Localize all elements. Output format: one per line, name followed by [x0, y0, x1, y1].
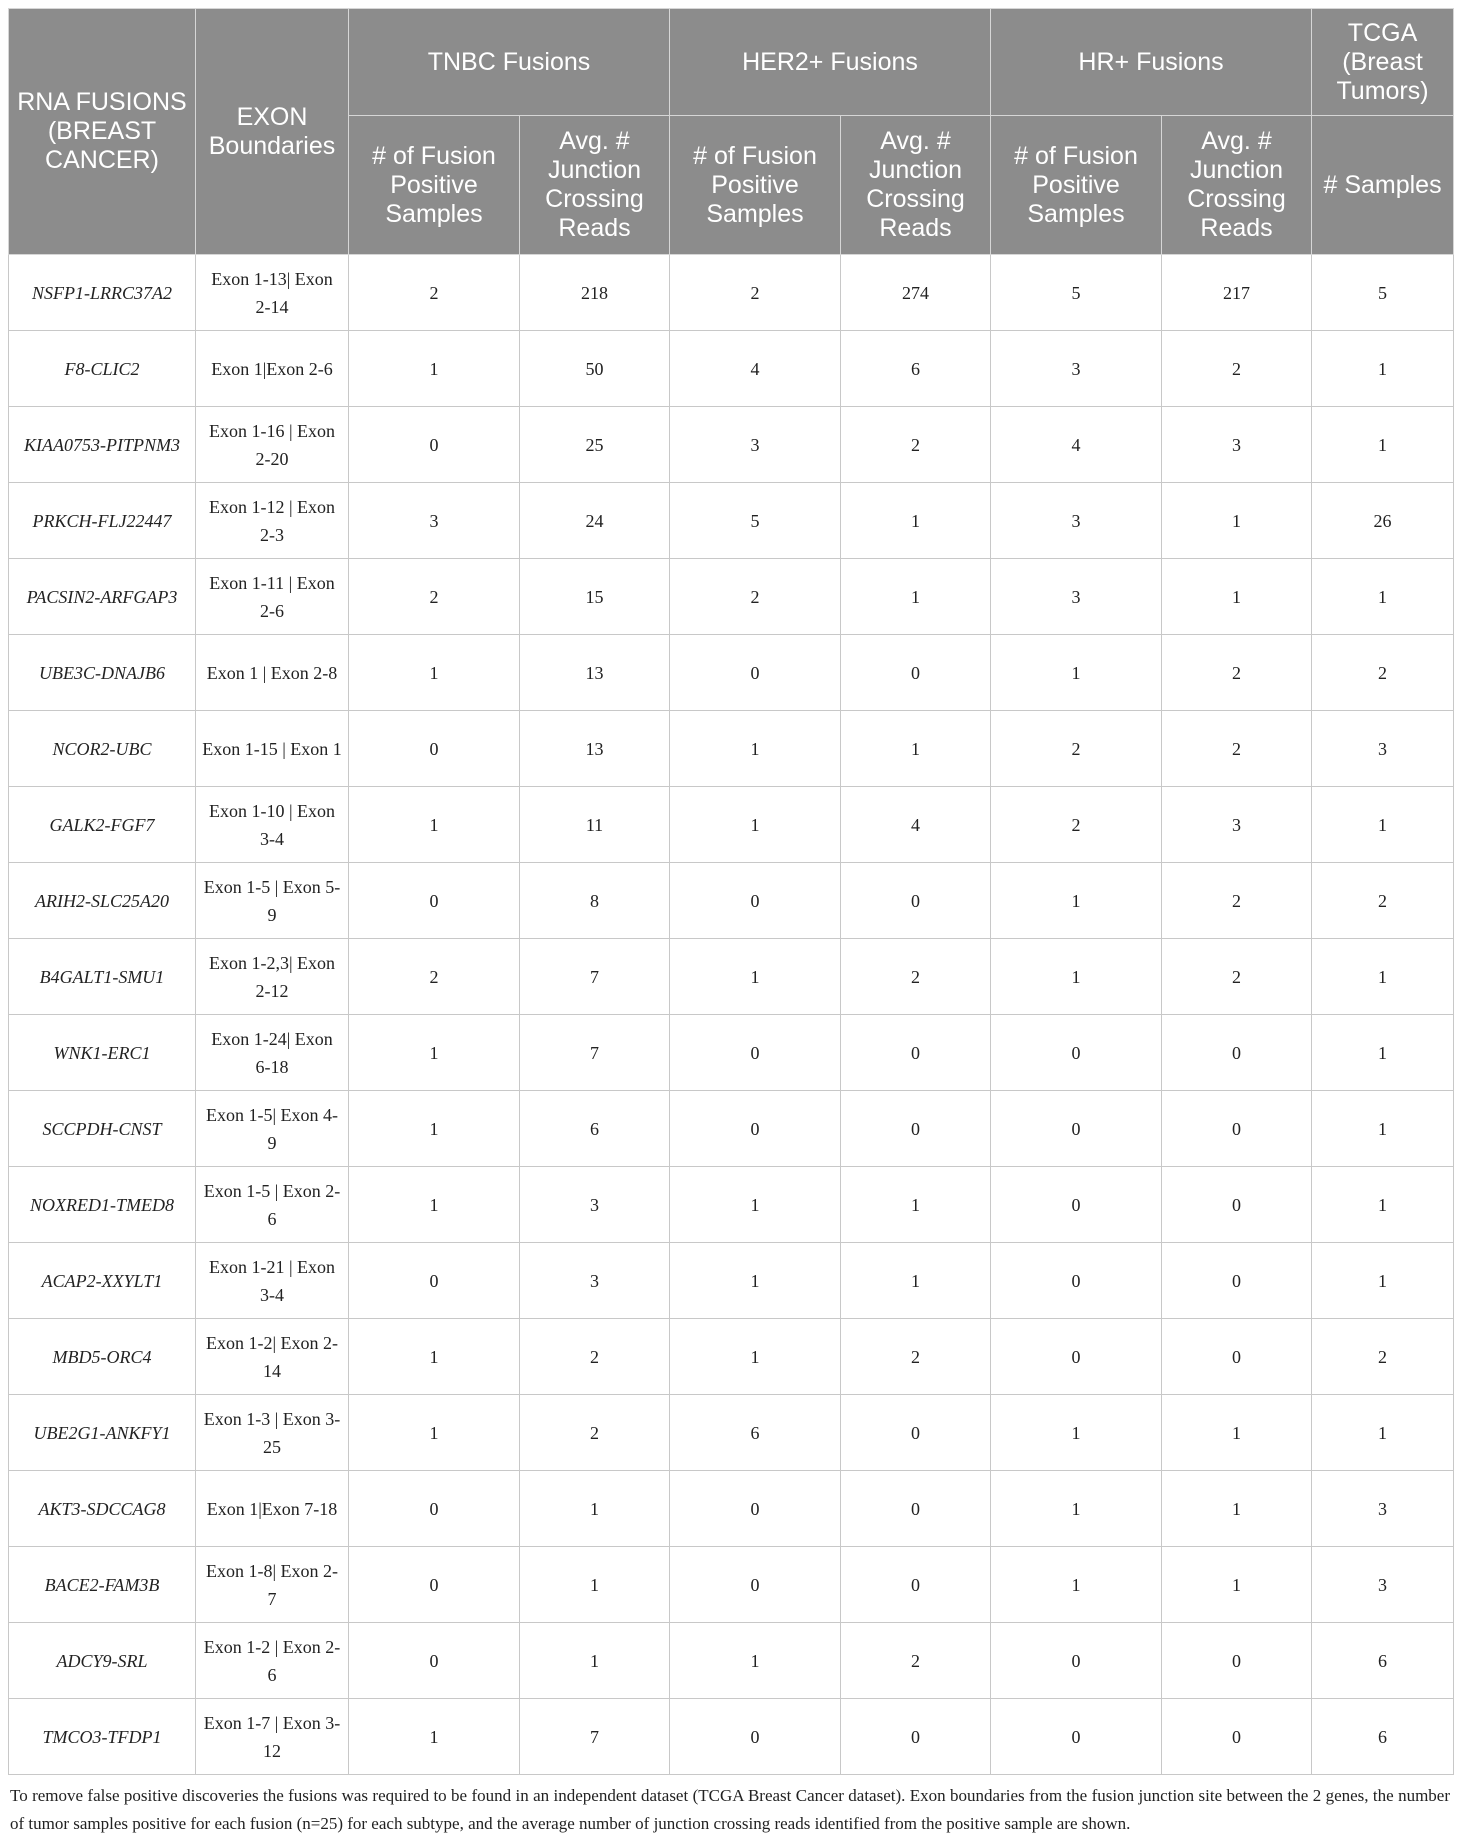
cell-exon-boundaries: Exon 1-10 | Exon 3-4 [196, 787, 349, 863]
cell-tcga-samples: 1 [1312, 1167, 1454, 1243]
cell-tnbc-positive: 2 [349, 255, 520, 331]
cell-tnbc-avg: 50 [520, 331, 670, 407]
cell-her2-positive: 6 [670, 1395, 841, 1471]
header-row-groups [9, 9, 1454, 116]
cell-her2-avg: 0 [841, 1395, 991, 1471]
table-row [9, 483, 1454, 559]
cell-tnbc-avg: 1 [520, 1623, 670, 1699]
cell-exon-boundaries: Exon 1-16 | Exon 2-20 [196, 407, 349, 483]
cell-fusion-name: UBE3C-DNAJB6 [9, 635, 196, 711]
cell-her2-avg: 0 [841, 1471, 991, 1547]
cell-hr-avg: 2 [1162, 711, 1312, 787]
cell-tcga-samples: 1 [1312, 1395, 1454, 1471]
cell-tcga-samples: 1 [1312, 331, 1454, 407]
cell-tcga-samples: 2 [1312, 1319, 1454, 1395]
cell-tnbc-positive: 1 [349, 1319, 520, 1395]
cell-exon-boundaries: Exon 1|Exon 7-18 [196, 1471, 349, 1547]
cell-hr-positive: 0 [991, 1167, 1162, 1243]
cell-fusion-name: KIAA0753-PITPNM3 [9, 407, 196, 483]
cell-her2-avg: 1 [841, 711, 991, 787]
header-her2-avg-junction: Avg. # Junction Crossing Reads [841, 116, 991, 255]
cell-hr-avg: 0 [1162, 1167, 1312, 1243]
cell-fusion-name: UBE2G1-ANKFY1 [9, 1395, 196, 1471]
table-row [9, 863, 1454, 939]
table-row [9, 787, 1454, 863]
cell-tnbc-avg: 24 [520, 483, 670, 559]
cell-fusion-name: ACAP2-XXYLT1 [9, 1243, 196, 1319]
cell-hr-avg: 0 [1162, 1243, 1312, 1319]
cell-tnbc-positive: 1 [349, 1015, 520, 1091]
cell-tnbc-avg: 3 [520, 1243, 670, 1319]
header-rna-fusions: RNA FUSIONS (BREAST CANCER) [9, 9, 196, 255]
cell-fusion-name: TMCO3-TFDP1 [9, 1699, 196, 1775]
cell-tnbc-avg: 13 [520, 635, 670, 711]
cell-her2-avg: 2 [841, 1319, 991, 1395]
cell-tnbc-avg: 8 [520, 863, 670, 939]
cell-hr-positive: 3 [991, 331, 1162, 407]
cell-tnbc-positive: 1 [349, 787, 520, 863]
cell-tnbc-positive: 1 [349, 1167, 520, 1243]
cell-exon-boundaries: Exon 1-13| Exon 2-14 [196, 255, 349, 331]
cell-her2-positive: 2 [670, 559, 841, 635]
cell-tcga-samples: 1 [1312, 787, 1454, 863]
table-container [8, 8, 1454, 1775]
cell-fusion-name: AKT3-SDCCAG8 [9, 1471, 196, 1547]
cell-fusion-name: GALK2-FGF7 [9, 787, 196, 863]
cell-tnbc-avg: 1 [520, 1547, 670, 1623]
cell-hr-avg: 1 [1162, 1471, 1312, 1547]
cell-tcga-samples: 2 [1312, 635, 1454, 711]
cell-her2-avg: 0 [841, 863, 991, 939]
cell-her2-avg: 0 [841, 635, 991, 711]
cell-tnbc-positive: 1 [349, 1395, 520, 1471]
cell-hr-avg: 0 [1162, 1015, 1312, 1091]
cell-tnbc-avg: 11 [520, 787, 670, 863]
cell-tnbc-positive: 0 [349, 1471, 520, 1547]
cell-hr-avg: 0 [1162, 1319, 1312, 1395]
cell-hr-avg: 2 [1162, 863, 1312, 939]
cell-tcga-samples: 1 [1312, 407, 1454, 483]
cell-hr-positive: 0 [991, 1319, 1162, 1395]
cell-tnbc-avg: 7 [520, 1015, 670, 1091]
cell-her2-avg: 0 [841, 1699, 991, 1775]
table-row [9, 1319, 1454, 1395]
cell-hr-positive: 0 [991, 1699, 1162, 1775]
cell-tnbc-avg: 13 [520, 711, 670, 787]
table-row [9, 1243, 1454, 1319]
cell-fusion-name: ARIH2-SLC25A20 [9, 863, 196, 939]
cell-tnbc-avg: 7 [520, 1699, 670, 1775]
cell-hr-positive: 1 [991, 635, 1162, 711]
table-header [9, 9, 1454, 255]
cell-tnbc-positive: 0 [349, 1623, 520, 1699]
cell-hr-positive: 2 [991, 711, 1162, 787]
cell-tnbc-avg: 2 [520, 1395, 670, 1471]
header-group-tcga: TCGA (Breast Tumors) [1312, 9, 1454, 116]
header-tnbc-avg-junction: Avg. # Junction Crossing Reads [520, 116, 670, 255]
table-row [9, 1395, 1454, 1471]
cell-tcga-samples: 2 [1312, 863, 1454, 939]
cell-hr-positive: 1 [991, 1471, 1162, 1547]
cell-tnbc-avg: 3 [520, 1167, 670, 1243]
table-row [9, 255, 1454, 331]
table-row [9, 1015, 1454, 1091]
cell-tcga-samples: 1 [1312, 1243, 1454, 1319]
cell-fusion-name: NCOR2-UBC [9, 711, 196, 787]
cell-hr-avg: 0 [1162, 1699, 1312, 1775]
cell-tnbc-positive: 0 [349, 407, 520, 483]
cell-tnbc-avg: 15 [520, 559, 670, 635]
cell-hr-positive: 2 [991, 787, 1162, 863]
cell-her2-positive: 1 [670, 1243, 841, 1319]
table-row [9, 1091, 1454, 1167]
cell-tnbc-positive: 1 [349, 1699, 520, 1775]
table-body [9, 255, 1454, 1775]
table-row [9, 1471, 1454, 1547]
cell-tnbc-positive: 2 [349, 559, 520, 635]
cell-tcga-samples: 3 [1312, 711, 1454, 787]
cell-tnbc-avg: 218 [520, 255, 670, 331]
table-row [9, 635, 1454, 711]
cell-tnbc-avg: 2 [520, 1319, 670, 1395]
header-exon-boundaries: EXON Boundaries [196, 9, 349, 255]
cell-hr-positive: 1 [991, 863, 1162, 939]
cell-her2-avg: 1 [841, 483, 991, 559]
cell-tcga-samples: 1 [1312, 1091, 1454, 1167]
cell-her2-positive: 3 [670, 407, 841, 483]
cell-hr-avg: 2 [1162, 331, 1312, 407]
cell-hr-positive: 0 [991, 1091, 1162, 1167]
cell-hr-avg: 2 [1162, 939, 1312, 1015]
cell-hr-avg: 0 [1162, 1091, 1312, 1167]
cell-fusion-name: B4GALT1-SMU1 [9, 939, 196, 1015]
cell-her2-avg: 2 [841, 1623, 991, 1699]
cell-tnbc-positive: 3 [349, 483, 520, 559]
cell-tcga-samples: 6 [1312, 1699, 1454, 1775]
cell-hr-avg: 1 [1162, 1395, 1312, 1471]
cell-her2-positive: 1 [670, 1623, 841, 1699]
header-group-tnbc: TNBC Fusions [349, 9, 670, 116]
cell-hr-positive: 5 [991, 255, 1162, 331]
cell-her2-avg: 1 [841, 1243, 991, 1319]
cell-exon-boundaries: Exon 1-5| Exon 4-9 [196, 1091, 349, 1167]
header-hr-fusion-positive: # of Fusion Positive Samples [991, 116, 1162, 255]
cell-her2-positive: 1 [670, 939, 841, 1015]
cell-tcga-samples: 3 [1312, 1547, 1454, 1623]
cell-fusion-name: NOXRED1-TMED8 [9, 1167, 196, 1243]
cell-hr-avg: 3 [1162, 407, 1312, 483]
cell-her2-avg: 4 [841, 787, 991, 863]
cell-tnbc-positive: 0 [349, 1547, 520, 1623]
cell-tnbc-positive: 2 [349, 939, 520, 1015]
cell-her2-positive: 0 [670, 635, 841, 711]
cell-tcga-samples: 6 [1312, 1623, 1454, 1699]
table-row [9, 331, 1454, 407]
table-row [9, 407, 1454, 483]
cell-hr-avg: 0 [1162, 1623, 1312, 1699]
header-tnbc-fusion-positive: # of Fusion Positive Samples [349, 116, 520, 255]
cell-hr-avg: 1 [1162, 559, 1312, 635]
cell-exon-boundaries: Exon 1-21 | Exon 3-4 [196, 1243, 349, 1319]
table-row [9, 939, 1454, 1015]
cell-tnbc-avg: 1 [520, 1471, 670, 1547]
cell-her2-positive: 1 [670, 1319, 841, 1395]
cell-hr-positive: 1 [991, 1547, 1162, 1623]
cell-hr-positive: 1 [991, 1395, 1162, 1471]
cell-her2-avg: 2 [841, 407, 991, 483]
cell-her2-positive: 4 [670, 331, 841, 407]
table-row [9, 711, 1454, 787]
cell-hr-positive: 3 [991, 483, 1162, 559]
cell-her2-positive: 1 [670, 711, 841, 787]
cell-tnbc-avg: 25 [520, 407, 670, 483]
cell-exon-boundaries: Exon 1-5 | Exon 2-6 [196, 1167, 349, 1243]
header-tcga-samples: # Samples [1312, 116, 1454, 255]
cell-fusion-name: PRKCH-FLJ22447 [9, 483, 196, 559]
cell-tnbc-positive: 0 [349, 1243, 520, 1319]
cell-her2-positive: 0 [670, 1699, 841, 1775]
cell-hr-positive: 3 [991, 559, 1162, 635]
cell-hr-avg: 2 [1162, 635, 1312, 711]
cell-hr-positive: 4 [991, 407, 1162, 483]
cell-hr-positive: 0 [991, 1623, 1162, 1699]
header-hr-avg-junction: Avg. # Junction Crossing Reads [1162, 116, 1312, 255]
fusion-table [8, 8, 1454, 1775]
cell-fusion-name: F8-CLIC2 [9, 331, 196, 407]
cell-tcga-samples: 3 [1312, 1471, 1454, 1547]
cell-hr-positive: 0 [991, 1015, 1162, 1091]
cell-her2-avg: 1 [841, 1167, 991, 1243]
cell-exon-boundaries: Exon 1-2,3| Exon 2-12 [196, 939, 349, 1015]
header-group-hr: HR+ Fusions [991, 9, 1312, 116]
cell-her2-avg: 2 [841, 939, 991, 1015]
table-row [9, 559, 1454, 635]
cell-tnbc-avg: 6 [520, 1091, 670, 1167]
table-footnote: To remove false positive discoveries the fusions was required to be found in an independent dataset (TCGA Breast Cancer dataset). Exon boundaries from the fusion junction site between the 2 genes, the number of tumor samples positive for each fusion (n=25) for each subtype, and the average number of junction crossing reads identified from the positive sample are shown. [10, 1786, 1450, 1833]
cell-her2-positive: 0 [670, 863, 841, 939]
cell-fusion-name: SCCPDH-CNST [9, 1091, 196, 1167]
cell-tcga-samples: 1 [1312, 939, 1454, 1015]
cell-tnbc-positive: 1 [349, 331, 520, 407]
cell-fusion-name: MBD5-ORC4 [9, 1319, 196, 1395]
cell-exon-boundaries: Exon 1-7 | Exon 3-12 [196, 1699, 349, 1775]
cell-fusion-name: WNK1-ERC1 [9, 1015, 196, 1091]
cell-exon-boundaries: Exon 1-3 | Exon 3-25 [196, 1395, 349, 1471]
header-her2-fusion-positive: # of Fusion Positive Samples [670, 116, 841, 255]
cell-hr-avg: 1 [1162, 483, 1312, 559]
cell-her2-avg: 1 [841, 559, 991, 635]
cell-tnbc-positive: 1 [349, 1091, 520, 1167]
cell-her2-positive: 0 [670, 1547, 841, 1623]
cell-exon-boundaries: Exon 1 | Exon 2-8 [196, 635, 349, 711]
cell-her2-positive: 1 [670, 1167, 841, 1243]
cell-fusion-name: PACSIN2-ARFGAP3 [9, 559, 196, 635]
cell-fusion-name: BACE2-FAM3B [9, 1547, 196, 1623]
cell-tcga-samples: 1 [1312, 559, 1454, 635]
cell-her2-avg: 0 [841, 1091, 991, 1167]
cell-exon-boundaries: Exon 1-2| Exon 2-14 [196, 1319, 349, 1395]
cell-fusion-name: NSFP1-LRRC37A2 [9, 255, 196, 331]
cell-her2-positive: 0 [670, 1015, 841, 1091]
cell-her2-avg: 0 [841, 1015, 991, 1091]
cell-her2-positive: 0 [670, 1471, 841, 1547]
cell-tcga-samples: 26 [1312, 483, 1454, 559]
cell-her2-avg: 6 [841, 331, 991, 407]
cell-tcga-samples: 5 [1312, 255, 1454, 331]
cell-her2-avg: 0 [841, 1547, 991, 1623]
cell-exon-boundaries: Exon 1-8| Exon 2-7 [196, 1547, 349, 1623]
cell-her2-positive: 0 [670, 1091, 841, 1167]
cell-hr-positive: 1 [991, 939, 1162, 1015]
cell-tcga-samples: 1 [1312, 1015, 1454, 1091]
cell-tnbc-positive: 0 [349, 711, 520, 787]
cell-hr-avg: 3 [1162, 787, 1312, 863]
header-group-her2: HER2+ Fusions [670, 9, 991, 116]
cell-hr-avg: 217 [1162, 255, 1312, 331]
cell-tnbc-avg: 7 [520, 939, 670, 1015]
cell-her2-positive: 2 [670, 255, 841, 331]
table-row [9, 1547, 1454, 1623]
cell-tnbc-positive: 0 [349, 863, 520, 939]
cell-hr-avg: 1 [1162, 1547, 1312, 1623]
table-row [9, 1699, 1454, 1775]
cell-hr-positive: 0 [991, 1243, 1162, 1319]
cell-exon-boundaries: Exon 1-11 | Exon 2-6 [196, 559, 349, 635]
cell-her2-avg: 274 [841, 255, 991, 331]
cell-fusion-name: ADCY9-SRL [9, 1623, 196, 1699]
cell-exon-boundaries: Exon 1-12 | Exon 2-3 [196, 483, 349, 559]
cell-exon-boundaries: Exon 1-2 | Exon 2-6 [196, 1623, 349, 1699]
table-row [9, 1623, 1454, 1699]
table-row [9, 1167, 1454, 1243]
cell-exon-boundaries: Exon 1-15 | Exon 1 [196, 711, 349, 787]
cell-exon-boundaries: Exon 1-24| Exon 6-18 [196, 1015, 349, 1091]
cell-exon-boundaries: Exon 1-5 | Exon 5-9 [196, 863, 349, 939]
cell-tnbc-positive: 1 [349, 635, 520, 711]
cell-exon-boundaries: Exon 1|Exon 2-6 [196, 331, 349, 407]
cell-her2-positive: 1 [670, 787, 841, 863]
cell-her2-positive: 5 [670, 483, 841, 559]
